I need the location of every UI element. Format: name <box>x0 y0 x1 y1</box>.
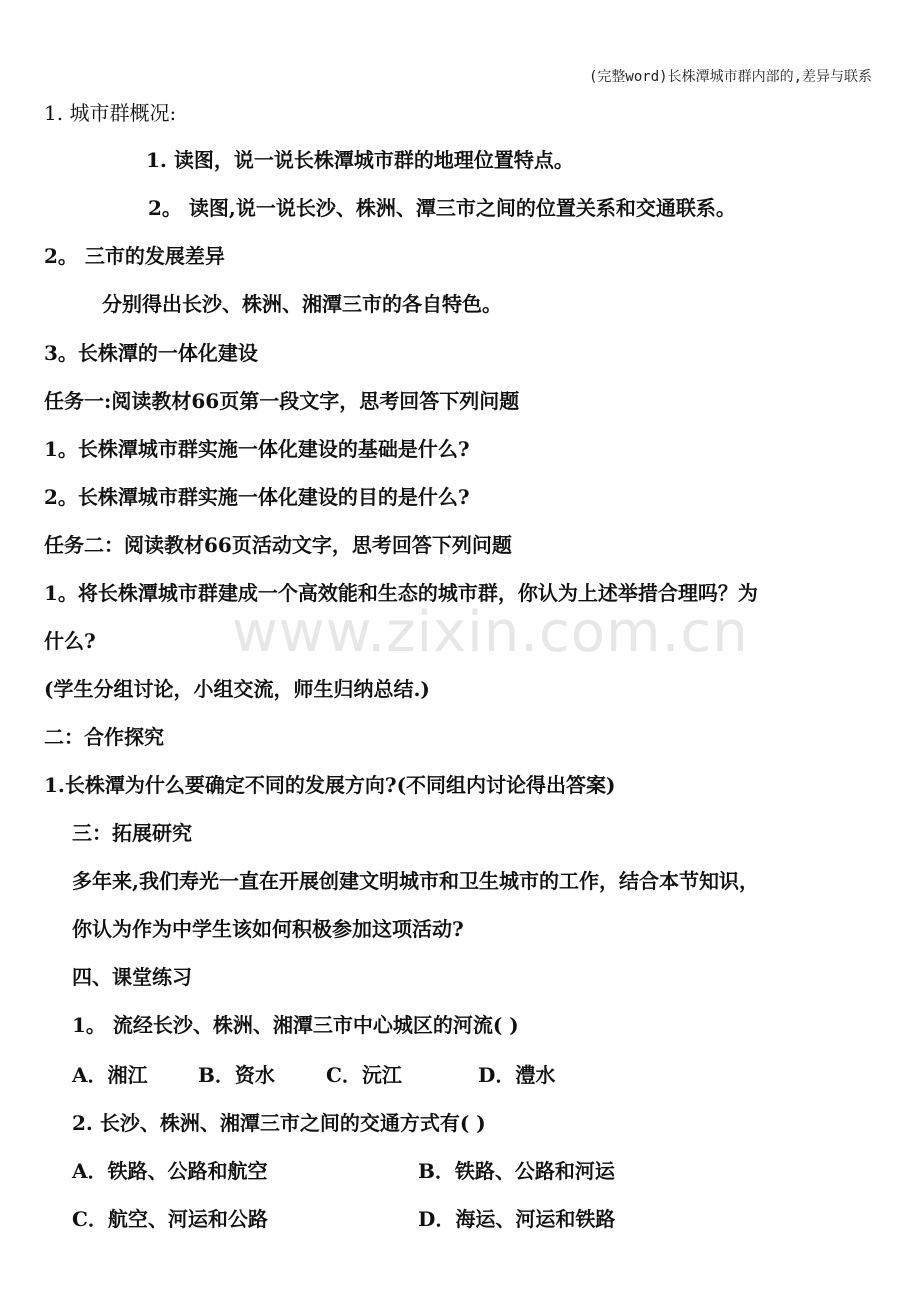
exercise-question-2: 2. 长沙、株洲、湘潭三市之间的交通方式有( ) <box>72 1111 486 1135</box>
option-d: D．澧水 <box>478 1063 556 1087</box>
part3-title: 三：拓展研究 <box>72 821 192 845</box>
section3-title: 3。长株潭的一体化建设 <box>44 341 258 365</box>
section1-item2: 2。 读图,说一说长沙、株洲、潭三市之间的位置关系和交通联系。 <box>148 196 736 220</box>
exercise-question-1: 1。 流经长沙、株洲、湘潭三市中心城区的河流( ) <box>72 1013 519 1037</box>
exercise-question-2-options-row2 <box>0 1206 920 1232</box>
part2-question-1: 1.长株潭为什么要确定不同的发展方向?(不同组内讨论得出答案) <box>44 773 616 797</box>
option-b: B．铁路、公路和河运 <box>418 1159 615 1183</box>
discussion-note: (学生分组讨论，小组交流，师生归纳总结.) <box>44 677 430 701</box>
part3-text-line2: 你认为作为中学生该如何积极参加这项活动? <box>72 917 464 941</box>
task1-text: 任务一:阅读教材66页第一段文字，思考回答下列问题 <box>44 389 520 413</box>
section3-question-2: 2。长株潭城市群实施一体化建设的目的是什么? <box>44 485 470 509</box>
option-c: C．航空、河运和公路 <box>72 1207 268 1231</box>
section2-body: 分别得出长沙、株洲、湘潭三市的各自特色。 <box>102 292 502 316</box>
task2-text: 任务二：阅读教材66页活动文字，思考回答下列问题 <box>44 533 512 557</box>
section3-question-3-line1: 1。将长株潭城市群建成一个高效能和生态的城市群，你认为上述举措合理吗？为 <box>44 581 758 605</box>
section1-item1: 1. 读图，说一说长株潭城市群的地理位置特点。 <box>146 148 574 172</box>
section1-title: 1. 城市群概况: <box>44 101 177 125</box>
option-b: B．资水 <box>198 1063 275 1087</box>
section3-question-1: 1。长株潭城市群实施一体化建设的基础是什么? <box>44 437 470 461</box>
part4-title: 四、课堂练习 <box>72 965 192 989</box>
section2-title: 2。 三市的发展差异 <box>44 244 225 268</box>
part2-title: 二：合作探究 <box>44 725 164 749</box>
exercise-question-1-options <box>0 1062 920 1088</box>
option-c: C．沅江 <box>326 1063 402 1087</box>
exercise-question-2-options-row1 <box>0 1158 920 1184</box>
option-d: D．海运、河运和铁路 <box>418 1207 616 1231</box>
section3-question-3-line2: 什么? <box>44 629 96 653</box>
part3-text-line1: 多年来,我们寿光一直在开展创建文明城市和卫生城市的工作，结合本节知识， <box>72 869 759 893</box>
watermark: www.zixin.com.cn <box>232 600 749 665</box>
document-header: (完整word)长株潭城市群内部的,差异与联系 <box>589 69 872 85</box>
option-a: A．铁路、公路和航空 <box>72 1159 268 1183</box>
option-a: A．湘江 <box>72 1063 148 1087</box>
